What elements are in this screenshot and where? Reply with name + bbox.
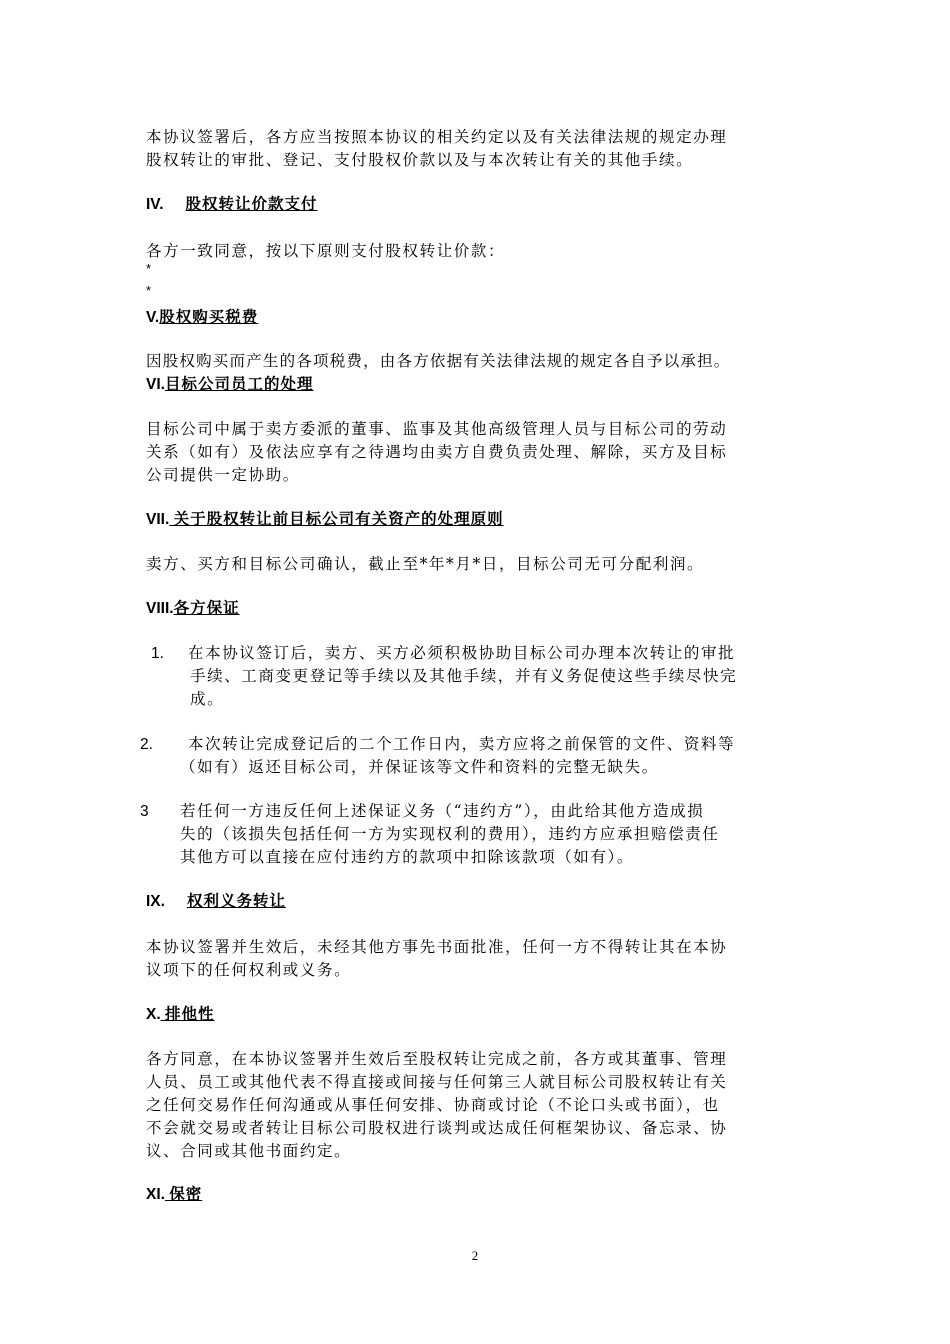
- section-heading-xi: [146, 1183, 202, 1206]
- section-heading-ix: [146, 890, 286, 913]
- section-heading-v: [146, 306, 258, 329]
- exclusivity-line-5: 议、合同或其他书面约定。: [146, 1142, 352, 1160]
- item-number: 3: [140, 803, 149, 820]
- section-title: 关于股权转让前目标公司有关资产的处理原则: [173, 510, 504, 528]
- item-number: 2.: [140, 736, 153, 753]
- section-number: V.: [146, 309, 160, 326]
- intro-line-2: 股权转让的审批、登记、支付股权价款以及与本次转让有关的其他手续。: [146, 151, 694, 169]
- item-text: [188, 642, 737, 711]
- exclusivity-line-1: 各方同意，在本协议签署并生效后至股权转让完成之前，各方或其董事、管理: [146, 1050, 728, 1068]
- item-line: 手续、工商变更登记等手续以及其他手续，并有义务促使这些手续尽快完: [190, 667, 738, 685]
- employee-line-2: 关系（如有）及依法应享有之待遇均由卖方自费负责处理、解除，买方及目标: [146, 443, 728, 461]
- employee-paragraph: [146, 418, 818, 487]
- section-number: IV.: [146, 196, 164, 213]
- item-line: 成。: [190, 690, 225, 708]
- section-title: 权利义务转让: [186, 892, 286, 910]
- item-line: （如有）返还目标公司，并保证该等文件和资料的完整无缺失。: [180, 758, 659, 776]
- section-heading-x: [146, 1003, 214, 1026]
- section-number: IX.: [146, 893, 165, 910]
- intro-paragraph: [146, 126, 818, 172]
- section-heading-vii: [146, 508, 504, 531]
- transfer-line-1: 本协议签署并生效后，未经其他方事先书面批准，任何一方不得转让其在本协: [146, 938, 728, 956]
- bullet-marker: *: [146, 261, 152, 276]
- section-title: 排他性: [164, 1005, 215, 1023]
- bullet-marker: *: [146, 283, 152, 298]
- exclusivity-line-2: 人员、员工或其他代表不得直接或间接与任何第三人就目标公司股权转让有关: [146, 1073, 728, 1091]
- section-heading-iv: [146, 193, 318, 216]
- item-line: 失的（该损失包括任何一方为实现权利的费用），违约方应承担赔偿责任: [180, 825, 720, 843]
- exclusivity-line-3: 之任何交易作任何沟通或从事任何安排、协商或讨论（不论口头或书面），也: [146, 1096, 720, 1114]
- item-text: [180, 800, 719, 869]
- item-line: 其他方可以直接在应付违约方的款项中扣除该款项（如有）。: [180, 848, 634, 866]
- intro-line-1: 本协议签署后，各方应当按照本协议的相关约定以及有关法律法规的规定办理: [146, 128, 728, 146]
- section-heading-vi: [146, 373, 313, 396]
- item-text: [180, 733, 736, 779]
- section-title: 各方保证: [173, 599, 240, 617]
- section-number: VIII.: [146, 600, 174, 617]
- exclusivity-line-4: 不会就交易或者转让目标公司股权进行谈判或达成任何框架协议、备忘录、协: [146, 1119, 728, 1137]
- item-number: 1.: [151, 645, 164, 662]
- section-number: X.: [146, 1006, 161, 1023]
- section-number: XI.: [146, 1186, 165, 1203]
- item-line: 本次转让完成登记后的二个工作日内，卖方应将之前保管的文件、资料等: [188, 735, 736, 753]
- section-title: 股权购买税费: [159, 308, 259, 326]
- payment-principle-paragraph: 各方一致同意，按以下原则支付股权转让价款：: [146, 242, 506, 260]
- item-line: 在本协议签订后，卖方、买方必须积极协助目标公司办理本次转让的审批: [188, 644, 736, 662]
- transfer-rights-paragraph: [146, 936, 818, 982]
- transfer-line-2: 议项下的任何权利或义务。: [146, 961, 352, 979]
- section-title: 股权转让价款支付: [185, 195, 318, 213]
- item-line: 若任何一方违反任何上述保证义务（“违约方”），由此给其他方造成损: [180, 802, 705, 820]
- employee-line-1: 目标公司中属于卖方委派的董事、监事及其他高级管理人员与目标公司的劳动: [146, 420, 728, 438]
- employee-line-3: 公司提供一定协助。: [146, 466, 300, 484]
- exclusivity-paragraph: [146, 1048, 818, 1163]
- section-number: VI.: [146, 376, 165, 393]
- tax-paragraph: 因股权购买而产生的各项税费，由各方依据有关法律法规的规定各自予以承担。: [146, 352, 731, 370]
- section-number: VII.: [146, 511, 170, 528]
- section-title: 目标公司员工的处理: [164, 375, 314, 393]
- section-title: 保密: [169, 1185, 203, 1203]
- assets-paragraph: 卖方、买方和目标公司确认，截止至*年*月*日，目标公司无可分配利润。: [146, 555, 705, 573]
- page-number: 2: [471, 1248, 479, 1263]
- section-heading-viii: [146, 597, 240, 620]
